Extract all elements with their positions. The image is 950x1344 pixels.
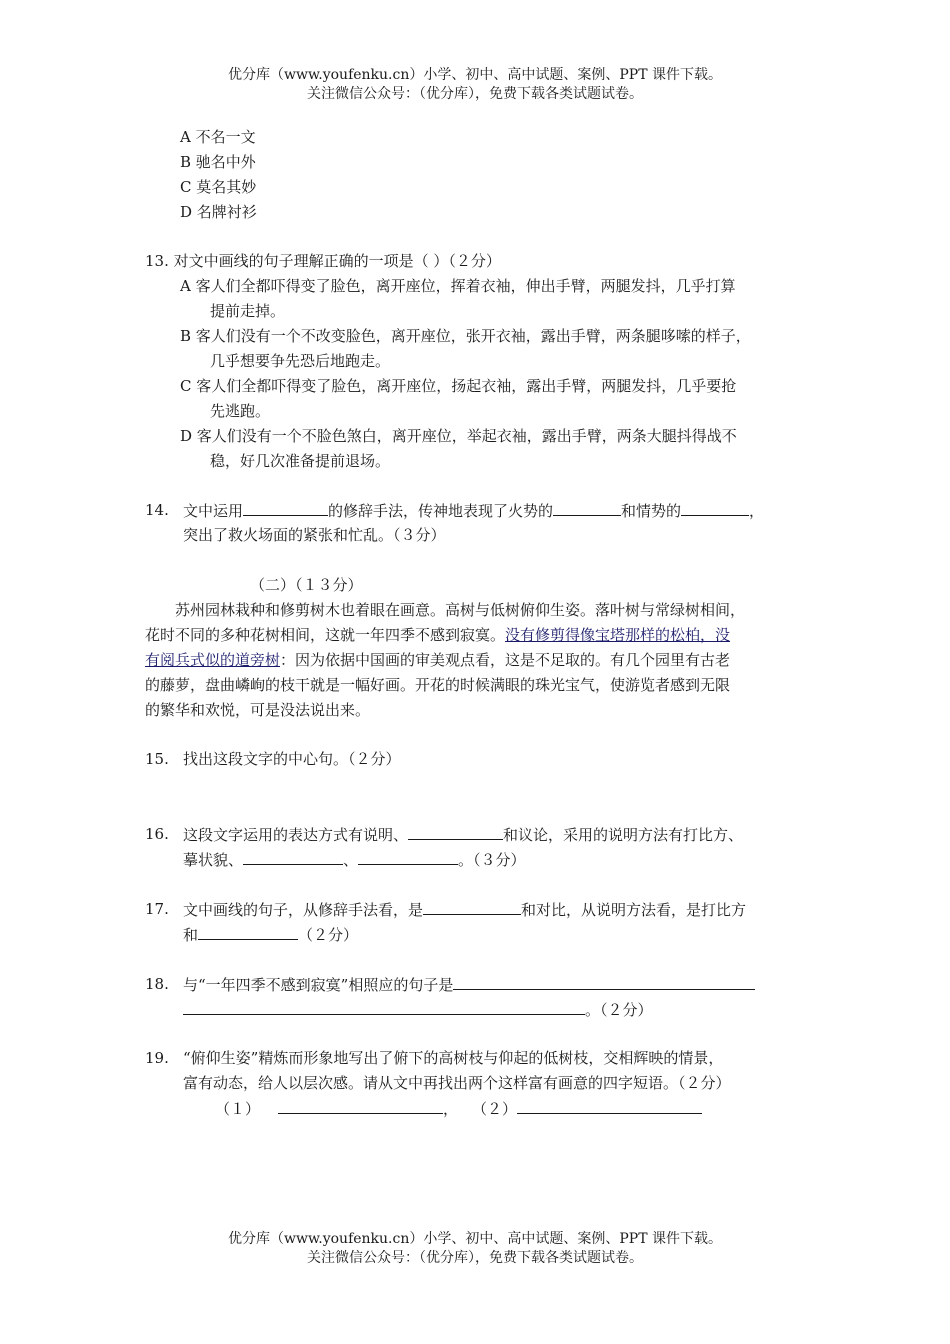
q16-blank-3[interactable] (358, 849, 458, 865)
q14-number: 14. (145, 501, 169, 519)
q19-number: 19. (145, 1049, 169, 1067)
section-title: （二）（１３分） (250, 576, 363, 594)
q18-blank-2[interactable] (183, 999, 585, 1015)
q13-option-a: A 客人们全都吓得变了脸色，离开座位，挥着衣袖，伸出手臂，两腿发抖，几乎打算 (180, 277, 736, 295)
q14-line-1: 文中运用 的修辞手法，传神地表现了火势的 和情势的 ， (183, 502, 765, 520)
q12-option-a: A 不名一文 (180, 128, 256, 146)
passage-line-3: 有阅兵式似的道旁树：因为依据中国画的审美观点看，这是不足取的。有几个园里有古老 (145, 651, 731, 669)
underlined-sentence-part-2: 有阅兵式似的道旁树 (145, 651, 281, 669)
q18-line-2: 。（２分） (183, 999, 653, 1020)
q14-blank-1[interactable] (243, 500, 328, 516)
underlined-sentence-part-1: 没有修剪得像宝塔那样的松柏，没 (505, 626, 731, 644)
q16-blank-2[interactable] (243, 849, 343, 865)
q13-option-d-cont: 稳，好几次准备提前退场。 (210, 452, 391, 470)
q19-blank-2[interactable] (517, 1098, 702, 1114)
q13-option-a-cont: 提前走掉。 (210, 302, 286, 320)
q13-option-d: D 客人们没有一个不脸色煞白，离开座位，举起衣袖，露出手臂，两条大腿抖得战不 (180, 427, 737, 445)
q17-line-2: 和 （２分） (183, 926, 359, 944)
q14-blank-3[interactable] (681, 500, 749, 516)
q12-option-d: D 名牌衬衫 (180, 203, 257, 221)
q15-number: 15. (145, 750, 169, 768)
q19-line-2: 富有动态，给人以层次感。请从文中再找出两个这样富有画意的四字短语。（２分） (183, 1074, 731, 1092)
footer-line-2: 关注微信公众号：（优分库），免费下载各类试题试卷。 (307, 1250, 643, 1266)
q17-number: 17. (145, 900, 169, 918)
q14-line-2: 突出了救火场面的紧张和忙乱。（３分） (183, 526, 446, 544)
q19-blank-1[interactable] (278, 1098, 443, 1114)
passage-line-5: 的繁华和欢悦，可是没法说出来。 (145, 701, 371, 719)
q15-text: 找出这段文字的中心句。（２分） (183, 750, 401, 768)
q16-line-2: 摹状貌、 、 。（３分） (183, 851, 526, 869)
q16-blank-1[interactable] (408, 824, 503, 840)
passage-line-1: 苏州园林栽种和修剪树木也着眼在画意。高树与低树俯仰生姿。落叶树与常绿树相间， (175, 601, 746, 619)
q13-option-c: C 客人们全都吓得变了脸色，离开座位，扬起衣袖，露出手臂，两腿发抖，几乎要抢 (180, 377, 737, 395)
footer-line-1: 优分库（www.youfenku.cn）小学、初中、高中试题、案例、PPT 课件下载。 (227, 1231, 722, 1247)
header-line-1: 优分库（www.youfenku.cn）小学、初中、高中试题、案例、PPT 课件下载。 (227, 67, 722, 83)
q16-line-1: 这段文字运用的表达方式有说明、 和议论，采用的说明方法有打比方、 (183, 826, 744, 844)
q12-option-b: B 驰名中外 (180, 153, 256, 171)
q19-line-1: “俯仰生姿”精炼而形象地写出了俯下的高树枝与仰起的低树枝，交相辉映的情景， (183, 1049, 724, 1067)
q18-number: 18. (145, 975, 169, 993)
q19-answer-line: （１） ， （２） (215, 1098, 702, 1119)
q12-option-c: C 莫名其妙 (180, 178, 257, 196)
passage-line-4: 的藤萝，盘曲嶙峋的枝干就是一幅好画。开花的时候满眼的珠光宝气，使游览者感到无限 (145, 676, 731, 694)
q18-line-1: 与“一年四季不感到寂寞”相照应的句子是 (183, 974, 755, 995)
header-line-2: 关注微信公众号：（优分库），免费下载各类试题试卷。 (307, 86, 643, 102)
q13-option-c-cont: 先逃跑。 (210, 402, 271, 420)
passage-line-2: 花时不同的多种花树相间，这就一年四季不感到寂寞。没有修剪得像宝塔那样的松柏，没 (145, 626, 731, 644)
q17-blank-2[interactable] (198, 924, 298, 940)
q13-option-b-cont: 几乎想要争先恐后地跑走。 (210, 352, 391, 370)
q14-blank-2[interactable] (553, 500, 621, 516)
q16-number: 16. (145, 825, 169, 843)
q13-option-b: B 客人们没有一个不改变脸色，离开座位，张开衣袖，露出手臂，两条腿哆嗦的样子， (180, 327, 751, 345)
q18-blank-1[interactable] (453, 974, 755, 990)
q17-blank-1[interactable] (423, 899, 521, 915)
q13-stem: 13. 对文中画线的句子理解正确的一项是（ ）（２分） (145, 252, 501, 270)
q17-line-1: 文中画线的句子，从修辞手法看，是 和对比，从说明方法看，是打比方 (183, 901, 747, 919)
